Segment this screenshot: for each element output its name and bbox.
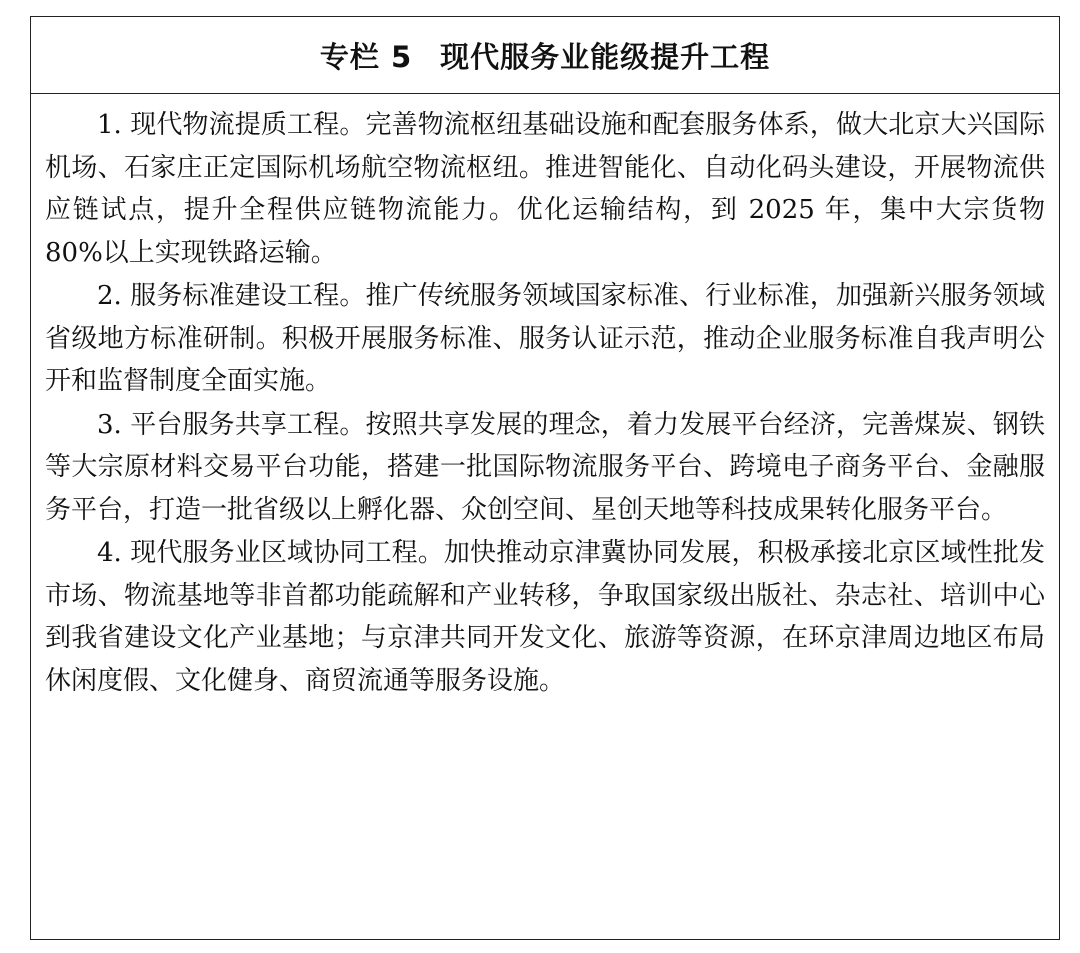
column-content xyxy=(31,94,1059,702)
column-title: 现代服务业能级提升工程 xyxy=(440,39,771,74)
column-box xyxy=(30,16,1060,940)
paragraph-logistics: 1. 现代物流提质工程。完善物流枢纽基础设施和配套服务体系，做大北京大兴国际机场、石家庄正定国际机场航空物流枢纽。推进智能化、自动化码头建设，开展物流供应链试点，提升全程供应链物流能力。优化运输结构，到 2025 年，集中大宗货物 80%以上实现铁路运输。 xyxy=(45,110,1045,268)
paragraph-service-standards: 2. 服务标准建设工程。推广传统服务领域国家标准、行业标准，加强新兴服务领域省级地方标准研制。积极开展服务标准、服务认证示范，推动企业服务标准自我声明公开和监督制度全面实施。 xyxy=(45,281,1045,396)
column-header xyxy=(31,17,1059,94)
paragraph-regional-coordination: 4. 现代服务业区域协同工程。加快推动京津冀协同发展，积极承接北京区域性批发市场、物流基地等非首都功能疏解和产业转移，争取国家级出版社、杂志社、培训中心到我省建设文化产业基地；与京津共同开发文化、旅游等资源，在环京津周边地区布局休闲度假、文化健身、商贸流通等服务设施。 xyxy=(45,538,1045,696)
column-label: 专栏 5 xyxy=(319,39,413,74)
paragraph-platform-sharing: 3. 平台服务共享工程。按照共享发展的理念，着力发展平台经济，完善煤炭、钢铁等大宗原材料交易平台功能，搭建一批国际物流服务平台、跨境电子商务平台、金融服务平台，打造一批省级以上孵化器、众创空间、星创天地等科技成果转化服务平台。 xyxy=(45,409,1045,525)
